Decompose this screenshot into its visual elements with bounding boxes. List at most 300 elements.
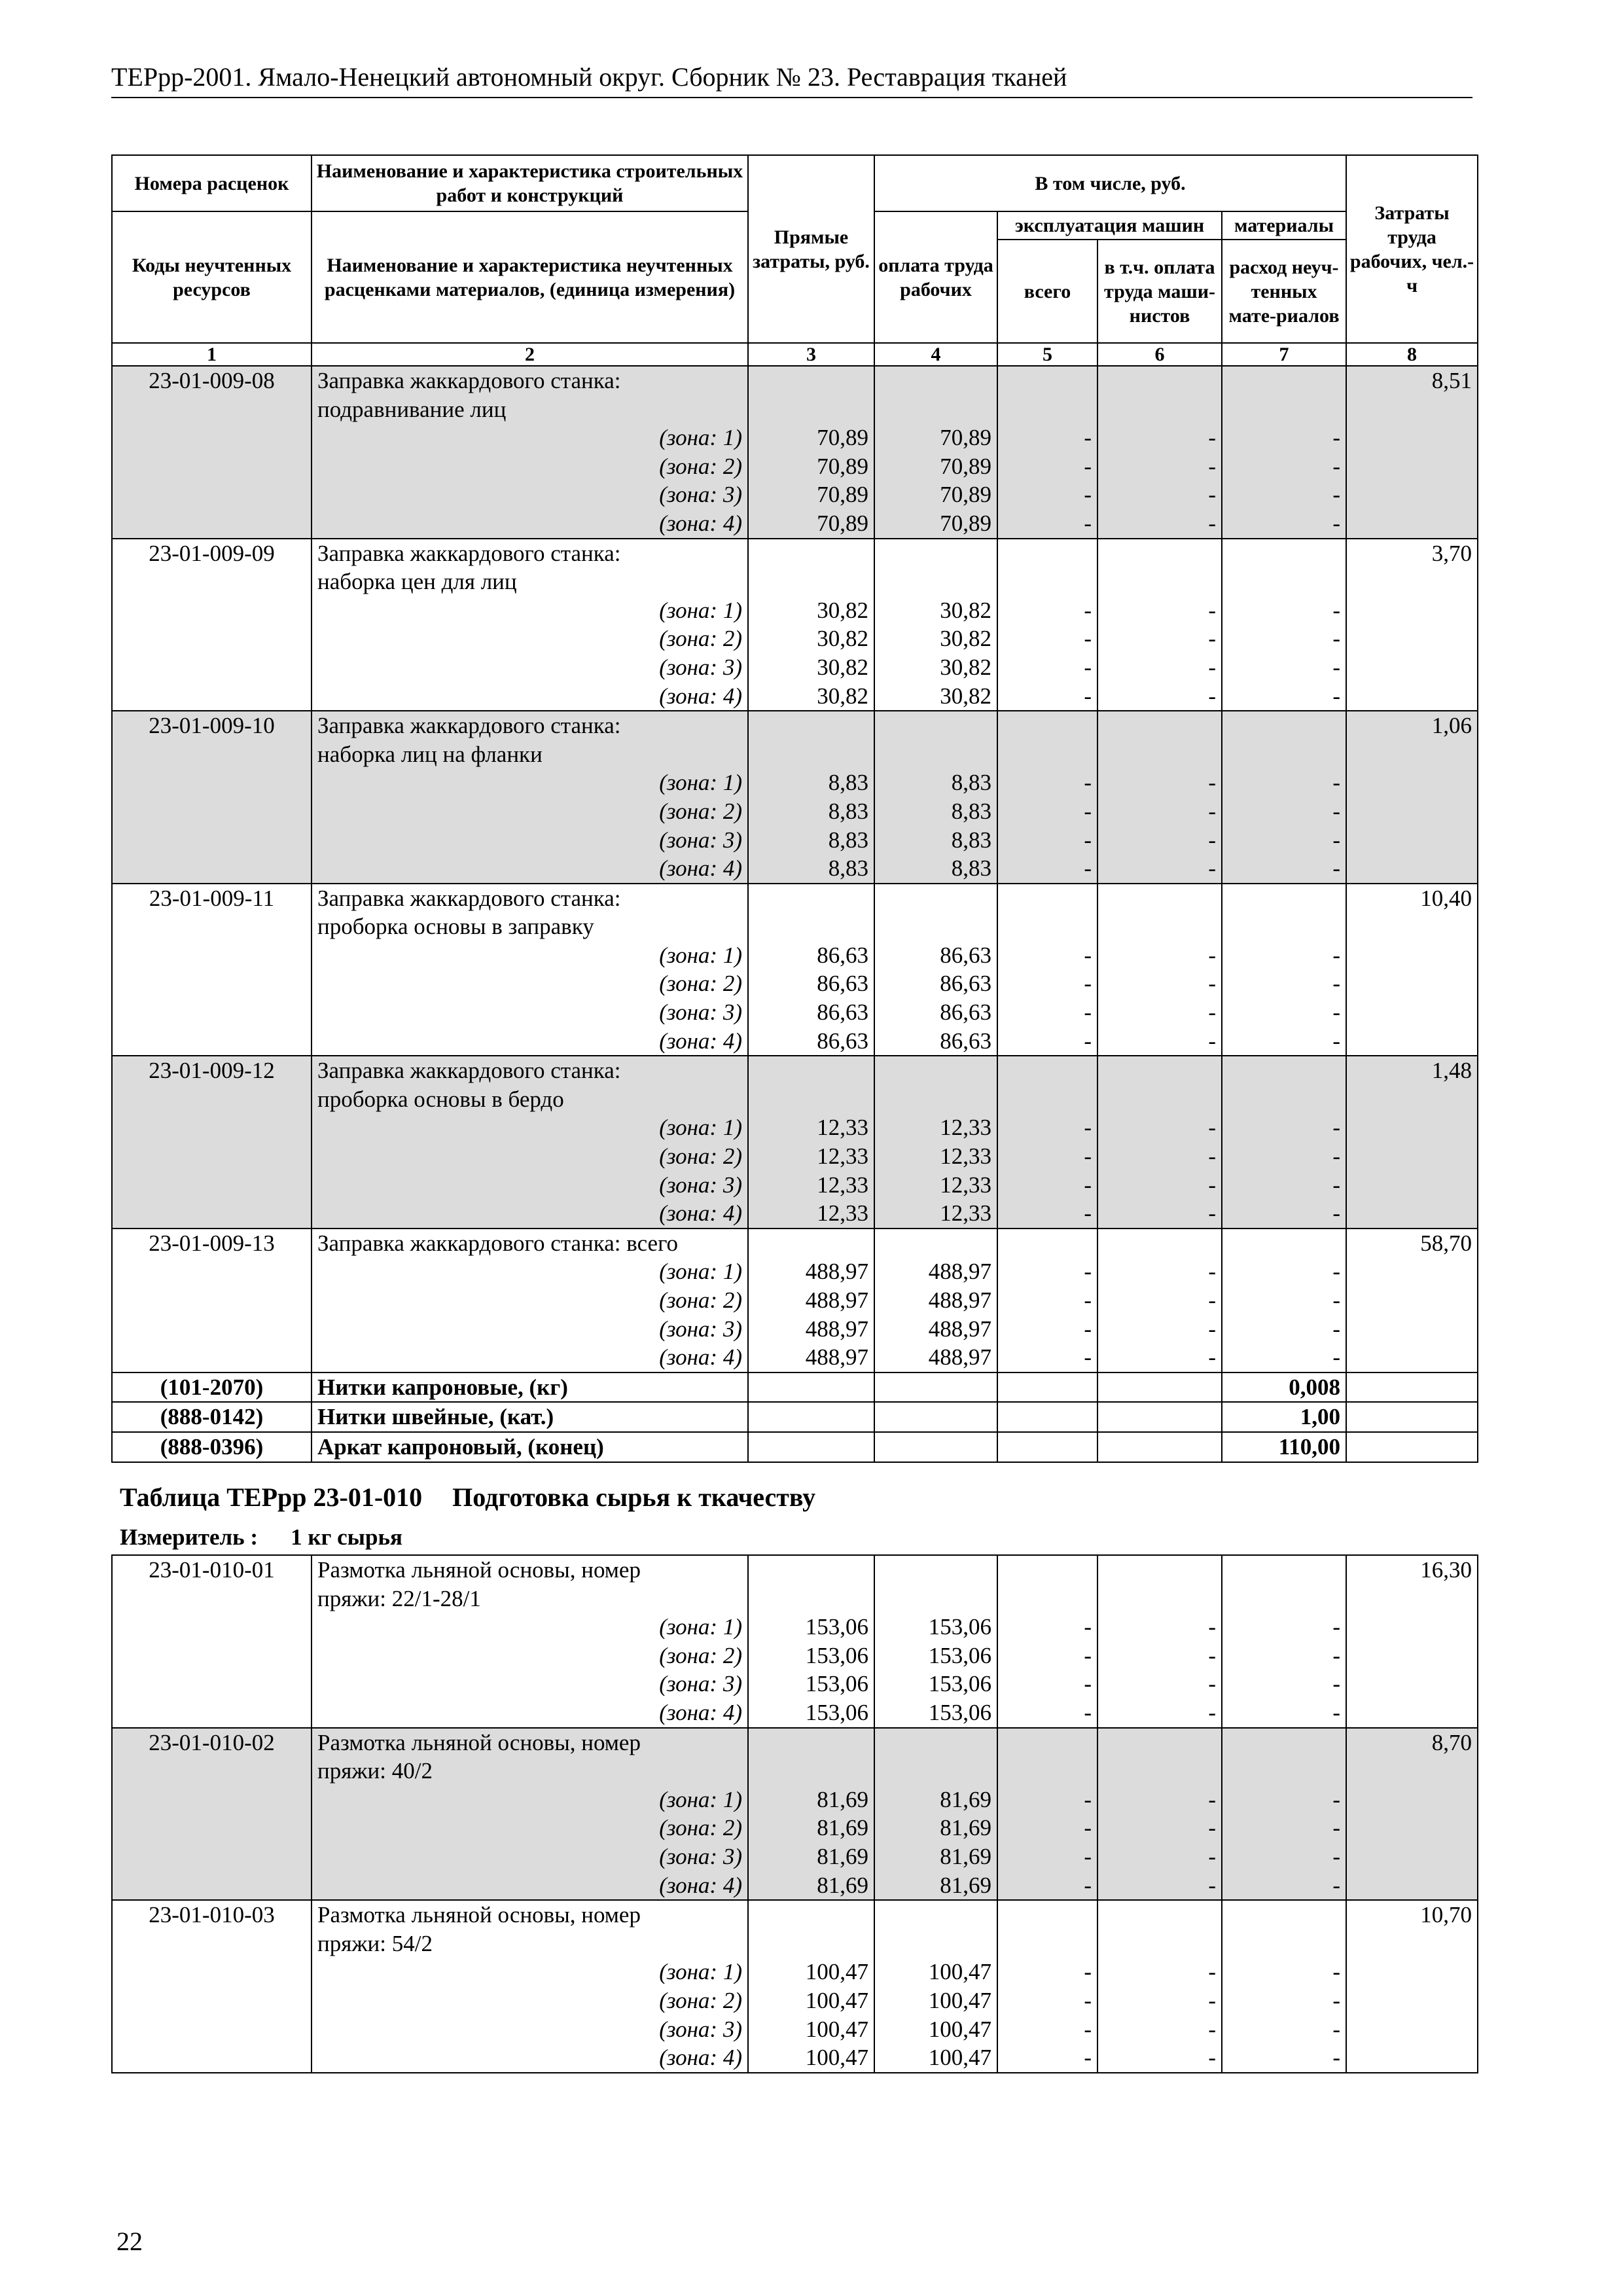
cell-line: Заправка жаккардового станка: всего: [317, 1230, 679, 1256]
zone-label: (зона: 2): [659, 1287, 742, 1313]
machine-labor: [1097, 884, 1222, 1056]
zone-label: (зона: 2): [659, 1642, 742, 1668]
machine-labor-value: -: [1208, 999, 1216, 1026]
machine-total: [997, 1229, 1097, 1372]
direct-costs-value: 488,97: [805, 1259, 868, 1285]
direct-costs-value: 81,69: [817, 1872, 868, 1898]
machine-total-value: -: [1084, 999, 1092, 1026]
labor-pay-value: 100,47: [928, 1987, 991, 2013]
table-row: [112, 539, 1478, 711]
cell-line: 23-01-010-01: [149, 1557, 275, 1583]
labor-pay-value: 153,06: [928, 1671, 991, 1697]
machine-total-value: -: [1084, 1699, 1092, 1725]
materials-value-value: -: [1332, 827, 1341, 853]
direct-costs-value: 81,69: [817, 1843, 868, 1869]
cell-line: пряжи: 22/1-28/1: [317, 1585, 481, 1611]
machine-total-value: -: [1084, 2016, 1092, 2042]
direct-costs-value: 488,97: [805, 1344, 868, 1371]
cell-line: проборка основы в бердо: [317, 1086, 564, 1112]
labor-pay-value: 488,97: [928, 1344, 991, 1371]
direct-costs: [748, 1728, 874, 1901]
machine-labor-value: -: [1208, 1786, 1216, 1812]
meter-line: [120, 1523, 402, 1552]
machine-total-value: -: [1084, 626, 1092, 652]
labor-pay-value: 81,69: [940, 1872, 991, 1898]
zone-label: (зона: 4): [659, 2045, 742, 2071]
machine-labor-value: -: [1208, 827, 1216, 853]
rate-group: [112, 884, 1478, 1056]
cell-line: 10,70: [1420, 1902, 1472, 1928]
machine-labor-value: -: [1208, 855, 1216, 882]
cell-line: 0,008: [1289, 1374, 1341, 1400]
table-row: [112, 711, 1478, 884]
machine-total-value: -: [1084, 683, 1092, 709]
direct-costs: [748, 1900, 874, 2073]
materials-value-value: -: [1332, 626, 1341, 652]
machine-total-value: -: [1084, 1259, 1092, 1285]
rate-name: [312, 711, 748, 884]
cell-line: Размотка льняной основы, номер: [317, 1902, 641, 1928]
direct-costs-value: 70,89: [817, 482, 868, 508]
direct-costs-value: 153,06: [805, 1699, 868, 1725]
labor-pay: [874, 1900, 997, 2073]
material-row: [112, 1432, 1478, 1462]
direct-costs: [748, 1229, 874, 1372]
rate-name: [312, 1728, 748, 1901]
section-table-number: Таблица ТЕРрр 23-01-010: [120, 1482, 423, 1512]
col-number: 1: [112, 343, 312, 366]
header-work-name: Наименование и характеристика строительных работ и конструкций: [312, 155, 748, 211]
header-materials: материалы: [1222, 211, 1346, 240]
table-row: [112, 1056, 1478, 1229]
empty-cell: [874, 1402, 997, 1432]
zone-label: (зона: 4): [659, 1200, 742, 1227]
labor-pay: [874, 711, 997, 884]
rate-group: [112, 539, 1478, 711]
materials-value-value: -: [1332, 510, 1341, 536]
rate-code: [112, 711, 312, 884]
machine-total-value: -: [1084, 770, 1092, 796]
cell-line: Нитки швейные, (кат.): [317, 1404, 554, 1430]
machine-total-value: -: [1084, 1671, 1092, 1697]
zone-label: (зона: 2): [659, 971, 742, 997]
section-table-name: Подготовка сырья к ткачеству: [452, 1482, 816, 1512]
cell-line: Заправка жаккардового станка:: [317, 885, 621, 911]
cell-line: наборка цен для лиц: [317, 569, 517, 595]
machine-labor: [1097, 1555, 1222, 1728]
direct-costs-value: 70,89: [817, 510, 868, 536]
direct-costs-value: 488,97: [805, 1287, 868, 1313]
machine-labor-value: -: [1208, 1815, 1216, 1841]
materials-value-value: -: [1332, 1614, 1340, 1640]
rate-name: [312, 366, 748, 539]
machine-total-value: -: [1084, 1786, 1092, 1812]
resource-code: [112, 1402, 312, 1432]
machine-total-value: -: [1084, 1959, 1092, 1985]
materials-value-value: -: [1332, 453, 1341, 479]
machine-labor-value: -: [1208, 1115, 1216, 1141]
header-machine-labor: в т.ч. оплата труда маши-нистов: [1097, 240, 1222, 343]
machine-total-value: -: [1084, 654, 1092, 680]
labor-costs: [1346, 1900, 1478, 2073]
materials-value-value: -: [1332, 1287, 1341, 1313]
rate-name: [312, 1555, 748, 1728]
machine-total-value: -: [1084, 510, 1092, 536]
empty-cell: [1346, 1372, 1478, 1403]
zone-label: (зона: 3): [659, 1843, 742, 1869]
direct-costs-value: 100,47: [805, 1959, 868, 1985]
labor-pay: [874, 884, 997, 1056]
labor-pay-value: 100,47: [928, 2045, 991, 2071]
labor-pay-value: 12,33: [940, 1115, 991, 1141]
section-title: [120, 1480, 815, 1515]
labor-pay-value: 488,97: [928, 1259, 991, 1285]
rate-group: [112, 711, 1478, 884]
cell-line: Размотка льняной основы, номер: [317, 1729, 641, 1755]
zone-label: (зона: 4): [659, 1344, 742, 1371]
machine-labor-value: -: [1208, 1614, 1216, 1640]
materials-value-value: -: [1332, 1786, 1340, 1812]
labor-pay: [874, 1728, 997, 1901]
empty-cell: [748, 1372, 874, 1403]
machine-total: [997, 711, 1097, 884]
zone-label: (зона: 1): [659, 1614, 742, 1640]
col-number: 3: [748, 343, 874, 366]
labor-pay-value: 30,82: [940, 597, 991, 623]
empty-cell: [1346, 1432, 1478, 1462]
rate-code: [112, 1728, 312, 1901]
machine-labor-value: -: [1208, 1872, 1216, 1898]
materials-value-value: -: [1332, 482, 1341, 508]
labor-costs: [1346, 711, 1478, 884]
labor-pay-value: 100,47: [928, 1959, 991, 1985]
cell-line: 23-01-009-10: [149, 713, 275, 739]
labor-costs: [1346, 1229, 1478, 1372]
machine-labor: [1097, 539, 1222, 711]
machine-labor: [1097, 1056, 1222, 1229]
zone-label: (зона: 2): [659, 453, 742, 479]
labor-pay-value: 70,89: [940, 425, 991, 451]
labor-pay-value: 86,63: [940, 999, 991, 1026]
rates-table-23-01-009: [111, 154, 1478, 1463]
empty-cell: [748, 1432, 874, 1462]
materials-value-value: -: [1332, 683, 1341, 709]
labor-pay: [874, 539, 997, 711]
machine-labor-value: -: [1208, 1200, 1216, 1227]
empty-cell: [1097, 1432, 1222, 1462]
machine-labor-value: -: [1208, 453, 1216, 479]
machine-total-value: -: [1084, 1872, 1092, 1898]
machine-labor-value: -: [1208, 1642, 1216, 1668]
machine-labor-value: -: [1208, 798, 1216, 824]
machine-labor-value: -: [1208, 1987, 1216, 2013]
rate-code: [112, 1229, 312, 1372]
machine-labor-value: -: [1208, 1172, 1216, 1198]
empty-cell: [1097, 1402, 1222, 1432]
cell-line: 23-01-009-08: [149, 368, 275, 393]
materials-value-value: -: [1332, 1344, 1341, 1371]
zone-label: (зона: 1): [659, 1786, 742, 1812]
labor-pay-value: 30,82: [940, 683, 991, 709]
materials-value-value: -: [1332, 1815, 1340, 1841]
machine-total-value: -: [1084, 1642, 1092, 1668]
direct-costs-value: 86,63: [817, 942, 868, 968]
materials-value-value: -: [1332, 855, 1341, 882]
machine-labor: [1097, 1229, 1222, 1372]
materials-value: [1222, 711, 1346, 884]
cell-line: пряжи: 54/2: [317, 1930, 433, 1956]
machine-labor-value: -: [1208, 597, 1216, 623]
machine-labor-value: -: [1208, 1316, 1216, 1342]
meter-label: Измеритель :: [120, 1524, 259, 1550]
machine-total-value: -: [1084, 971, 1092, 997]
direct-costs-value: 8,83: [828, 770, 868, 796]
cell-line: Нитки капроновые, (кг): [317, 1374, 568, 1400]
zone-label: (зона: 4): [659, 855, 742, 882]
materials-value: [1222, 1728, 1346, 1901]
labor-pay-value: 12,33: [940, 1172, 991, 1198]
zone-label: (зона: 1): [659, 1259, 742, 1285]
cell-line: (888-0396): [160, 1433, 264, 1460]
direct-costs-value: 12,33: [817, 1172, 868, 1198]
labor-costs: [1346, 1555, 1478, 1728]
rates-table-23-01-010: [111, 1554, 1478, 2073]
machine-labor-value: -: [1208, 1959, 1216, 1985]
empty-cell: [1346, 1402, 1478, 1432]
labor-pay-value: 488,97: [928, 1316, 991, 1342]
labor-pay-value: 12,33: [940, 1143, 991, 1170]
materials-value-value: -: [1332, 1200, 1341, 1227]
rate-group: [112, 1728, 1478, 1901]
machine-total: [997, 539, 1097, 711]
cell-line: 1,00: [1300, 1404, 1341, 1430]
machine-labor-value: -: [1208, 654, 1216, 680]
labor-pay-value: 70,89: [940, 453, 991, 479]
machine-total: [997, 1900, 1097, 2073]
materials-value-value: -: [1332, 1143, 1341, 1170]
machine-total: [997, 884, 1097, 1056]
labor-pay-value: 86,63: [940, 971, 991, 997]
materials-value-value: -: [1332, 1987, 1340, 2013]
rate-name: [312, 1229, 748, 1372]
labor-pay-value: 488,97: [928, 1287, 991, 1313]
zone-label: (зона: 4): [659, 1699, 742, 1725]
materials-value-value: -: [1332, 1115, 1341, 1141]
direct-costs: [748, 884, 874, 1056]
cell-line: Аркат капроновый, (конец): [317, 1433, 604, 1460]
labor-pay-value: 70,89: [940, 482, 991, 508]
material-name: [312, 1432, 748, 1462]
machine-total-value: -: [1084, 2045, 1092, 2071]
cell-line: 16,30: [1420, 1557, 1472, 1583]
zone-label: (зона: 2): [659, 1143, 742, 1170]
direct-costs-value: 100,47: [805, 2045, 868, 2071]
direct-costs-value: 12,33: [817, 1200, 868, 1227]
material-qty: [1222, 1432, 1346, 1462]
cell-line: наборка лиц на фланки: [317, 741, 543, 767]
labor-pay-value: 100,47: [928, 2016, 991, 2042]
machine-labor-value: -: [1208, 770, 1216, 796]
materials-value: [1222, 1900, 1346, 2073]
machine-total: [997, 1728, 1097, 1901]
machine-total-value: -: [1084, 1143, 1092, 1170]
direct-costs-value: 30,82: [817, 654, 868, 680]
zone-label: (зона: 4): [659, 683, 742, 709]
zone-label: (зона: 2): [659, 626, 742, 652]
direct-costs: [748, 1056, 874, 1229]
machine-labor: [1097, 1728, 1222, 1901]
cell-line: 23-01-010-03: [149, 1902, 275, 1928]
direct-costs: [748, 1555, 874, 1728]
labor-pay-value: 8,83: [951, 827, 991, 853]
rate-code: [112, 1900, 312, 2073]
materials-value-value: -: [1332, 770, 1341, 796]
empty-cell: [874, 1432, 997, 1462]
materials-value-value: -: [1332, 597, 1341, 623]
machine-total-value: -: [1084, 1815, 1092, 1841]
page-number: 22: [116, 2227, 143, 2256]
materials-value-value: -: [1332, 1259, 1341, 1285]
labor-pay-value: 86,63: [940, 1028, 991, 1054]
materials-value-value: -: [1332, 1959, 1340, 1985]
zone-label: (зона: 4): [659, 510, 742, 536]
header-labor-costs: Затраты труда рабочих, чел.-ч: [1346, 155, 1478, 343]
labor-pay-value: 8,83: [951, 798, 991, 824]
machine-total-value: -: [1084, 942, 1092, 968]
machine-total-value: -: [1084, 827, 1092, 853]
labor-costs: [1346, 884, 1478, 1056]
materials-value-value: -: [1332, 654, 1341, 680]
direct-costs-value: 8,83: [828, 855, 868, 882]
direct-costs-value: 30,82: [817, 683, 868, 709]
machine-labor-value: -: [1208, 425, 1216, 451]
machine-total-value: -: [1084, 1987, 1092, 2013]
direct-costs-value: 86,63: [817, 1028, 868, 1054]
labor-pay-value: 153,06: [928, 1642, 991, 1668]
materials-value: [1222, 1056, 1346, 1229]
cell-line: (888-0142): [160, 1404, 264, 1430]
machine-total-value: -: [1084, 798, 1092, 824]
rate-group: [112, 1056, 1478, 1229]
zone-label: (зона: 2): [659, 798, 742, 824]
machine-labor-value: -: [1208, 1699, 1216, 1725]
cell-line: 23-01-009-12: [149, 1058, 275, 1084]
cell-line: пряжи: 40/2: [317, 1758, 433, 1784]
machine-total-value: -: [1084, 425, 1092, 451]
direct-costs-value: 86,63: [817, 971, 868, 997]
labor-costs: [1346, 1056, 1478, 1229]
cell-line: 23-01-010-02: [149, 1729, 275, 1755]
zone-label: (зона: 3): [659, 999, 742, 1026]
cell-line: 110,00: [1278, 1433, 1341, 1460]
cell-line: 1,06: [1431, 713, 1472, 739]
zone-label: (зона: 1): [659, 425, 742, 451]
direct-costs: [748, 366, 874, 539]
machine-total: [997, 1555, 1097, 1728]
labor-costs: [1346, 366, 1478, 539]
empty-cell: [997, 1402, 1097, 1432]
machine-labor: [1097, 366, 1222, 539]
machine-labor-value: -: [1208, 1671, 1216, 1697]
materials-value-value: -: [1332, 942, 1341, 968]
empty-cell: [748, 1402, 874, 1432]
empty-cell: [874, 1372, 997, 1403]
table-row: [112, 366, 1478, 539]
materials-value-value: -: [1332, 1843, 1340, 1869]
header-materials-unaccounted: расход неуч-тенных мате-риалов: [1222, 240, 1346, 343]
resource-code: [112, 1432, 312, 1462]
rate-name: [312, 1056, 748, 1229]
zone-label: (зона: 4): [659, 1028, 742, 1054]
machine-total-value: -: [1084, 1287, 1092, 1313]
cell-line: Заправка жаккардового станка:: [317, 1058, 621, 1084]
machine-total-value: -: [1084, 1614, 1092, 1640]
zone-label: (зона: 1): [659, 1115, 742, 1141]
zone-label: (зона: 1): [659, 942, 742, 968]
materials-value-value: -: [1332, 1172, 1341, 1198]
cell-line: 23-01-009-11: [149, 885, 275, 911]
machine-labor-value: -: [1208, 1344, 1216, 1371]
zone-label: (зона: 3): [659, 654, 742, 680]
machine-labor-value: -: [1208, 971, 1216, 997]
materials-value-value: -: [1332, 1316, 1341, 1342]
machine-labor: [1097, 711, 1222, 884]
labor-pay: [874, 1229, 997, 1372]
material-name: [312, 1402, 748, 1432]
machine-labor-value: -: [1208, 2045, 1216, 2071]
direct-costs-value: 153,06: [805, 1614, 868, 1640]
materials-value: [1222, 1229, 1346, 1372]
materials-value: [1222, 1555, 1346, 1728]
materials-value-value: -: [1332, 1699, 1340, 1725]
header-rate-numbers: Номера расценок: [112, 155, 312, 211]
direct-costs-value: 100,47: [805, 2016, 868, 2042]
cell-line: Размотка льняной основы, номер: [317, 1557, 641, 1583]
labor-pay-value: 153,06: [928, 1614, 991, 1640]
zone-label: (зона: 3): [659, 1172, 742, 1198]
materials-value-value: -: [1332, 1642, 1340, 1668]
labor-pay-value: 81,69: [940, 1843, 991, 1869]
header-material-names: Наименование и характеристика неучтенных расценками материалов, (единица измерения): [312, 211, 748, 343]
col-number: 8: [1346, 343, 1478, 366]
materials-value: [1222, 539, 1346, 711]
labor-costs: [1346, 1728, 1478, 1901]
direct-costs: [748, 539, 874, 711]
cell-line: 1,48: [1431, 1058, 1472, 1084]
cell-line: Заправка жаккардового станка:: [317, 368, 621, 393]
machine-labor-value: -: [1208, 1143, 1216, 1170]
labor-pay: [874, 366, 997, 539]
col-number: 4: [874, 343, 997, 366]
resource-code: [112, 1372, 312, 1403]
col-number: 6: [1097, 343, 1222, 366]
table-row: [112, 1728, 1478, 1901]
materials-value: [1222, 884, 1346, 1056]
materials-value-value: -: [1332, 2016, 1340, 2042]
direct-costs-value: 81,69: [817, 1786, 868, 1812]
zone-label: (зона: 1): [659, 1959, 742, 1985]
direct-costs-value: 488,97: [805, 1316, 868, 1342]
table-row: [112, 884, 1478, 1056]
zone-label: (зона: 3): [659, 482, 742, 508]
cell-line: 23-01-009-13: [149, 1230, 275, 1256]
machine-labor-value: -: [1208, 510, 1216, 536]
direct-costs-value: 30,82: [817, 597, 868, 623]
zone-label: (зона: 3): [659, 1671, 742, 1697]
rate-code: [112, 1056, 312, 1229]
machine-total-value: -: [1084, 1316, 1092, 1342]
direct-costs-value: 153,06: [805, 1642, 868, 1668]
